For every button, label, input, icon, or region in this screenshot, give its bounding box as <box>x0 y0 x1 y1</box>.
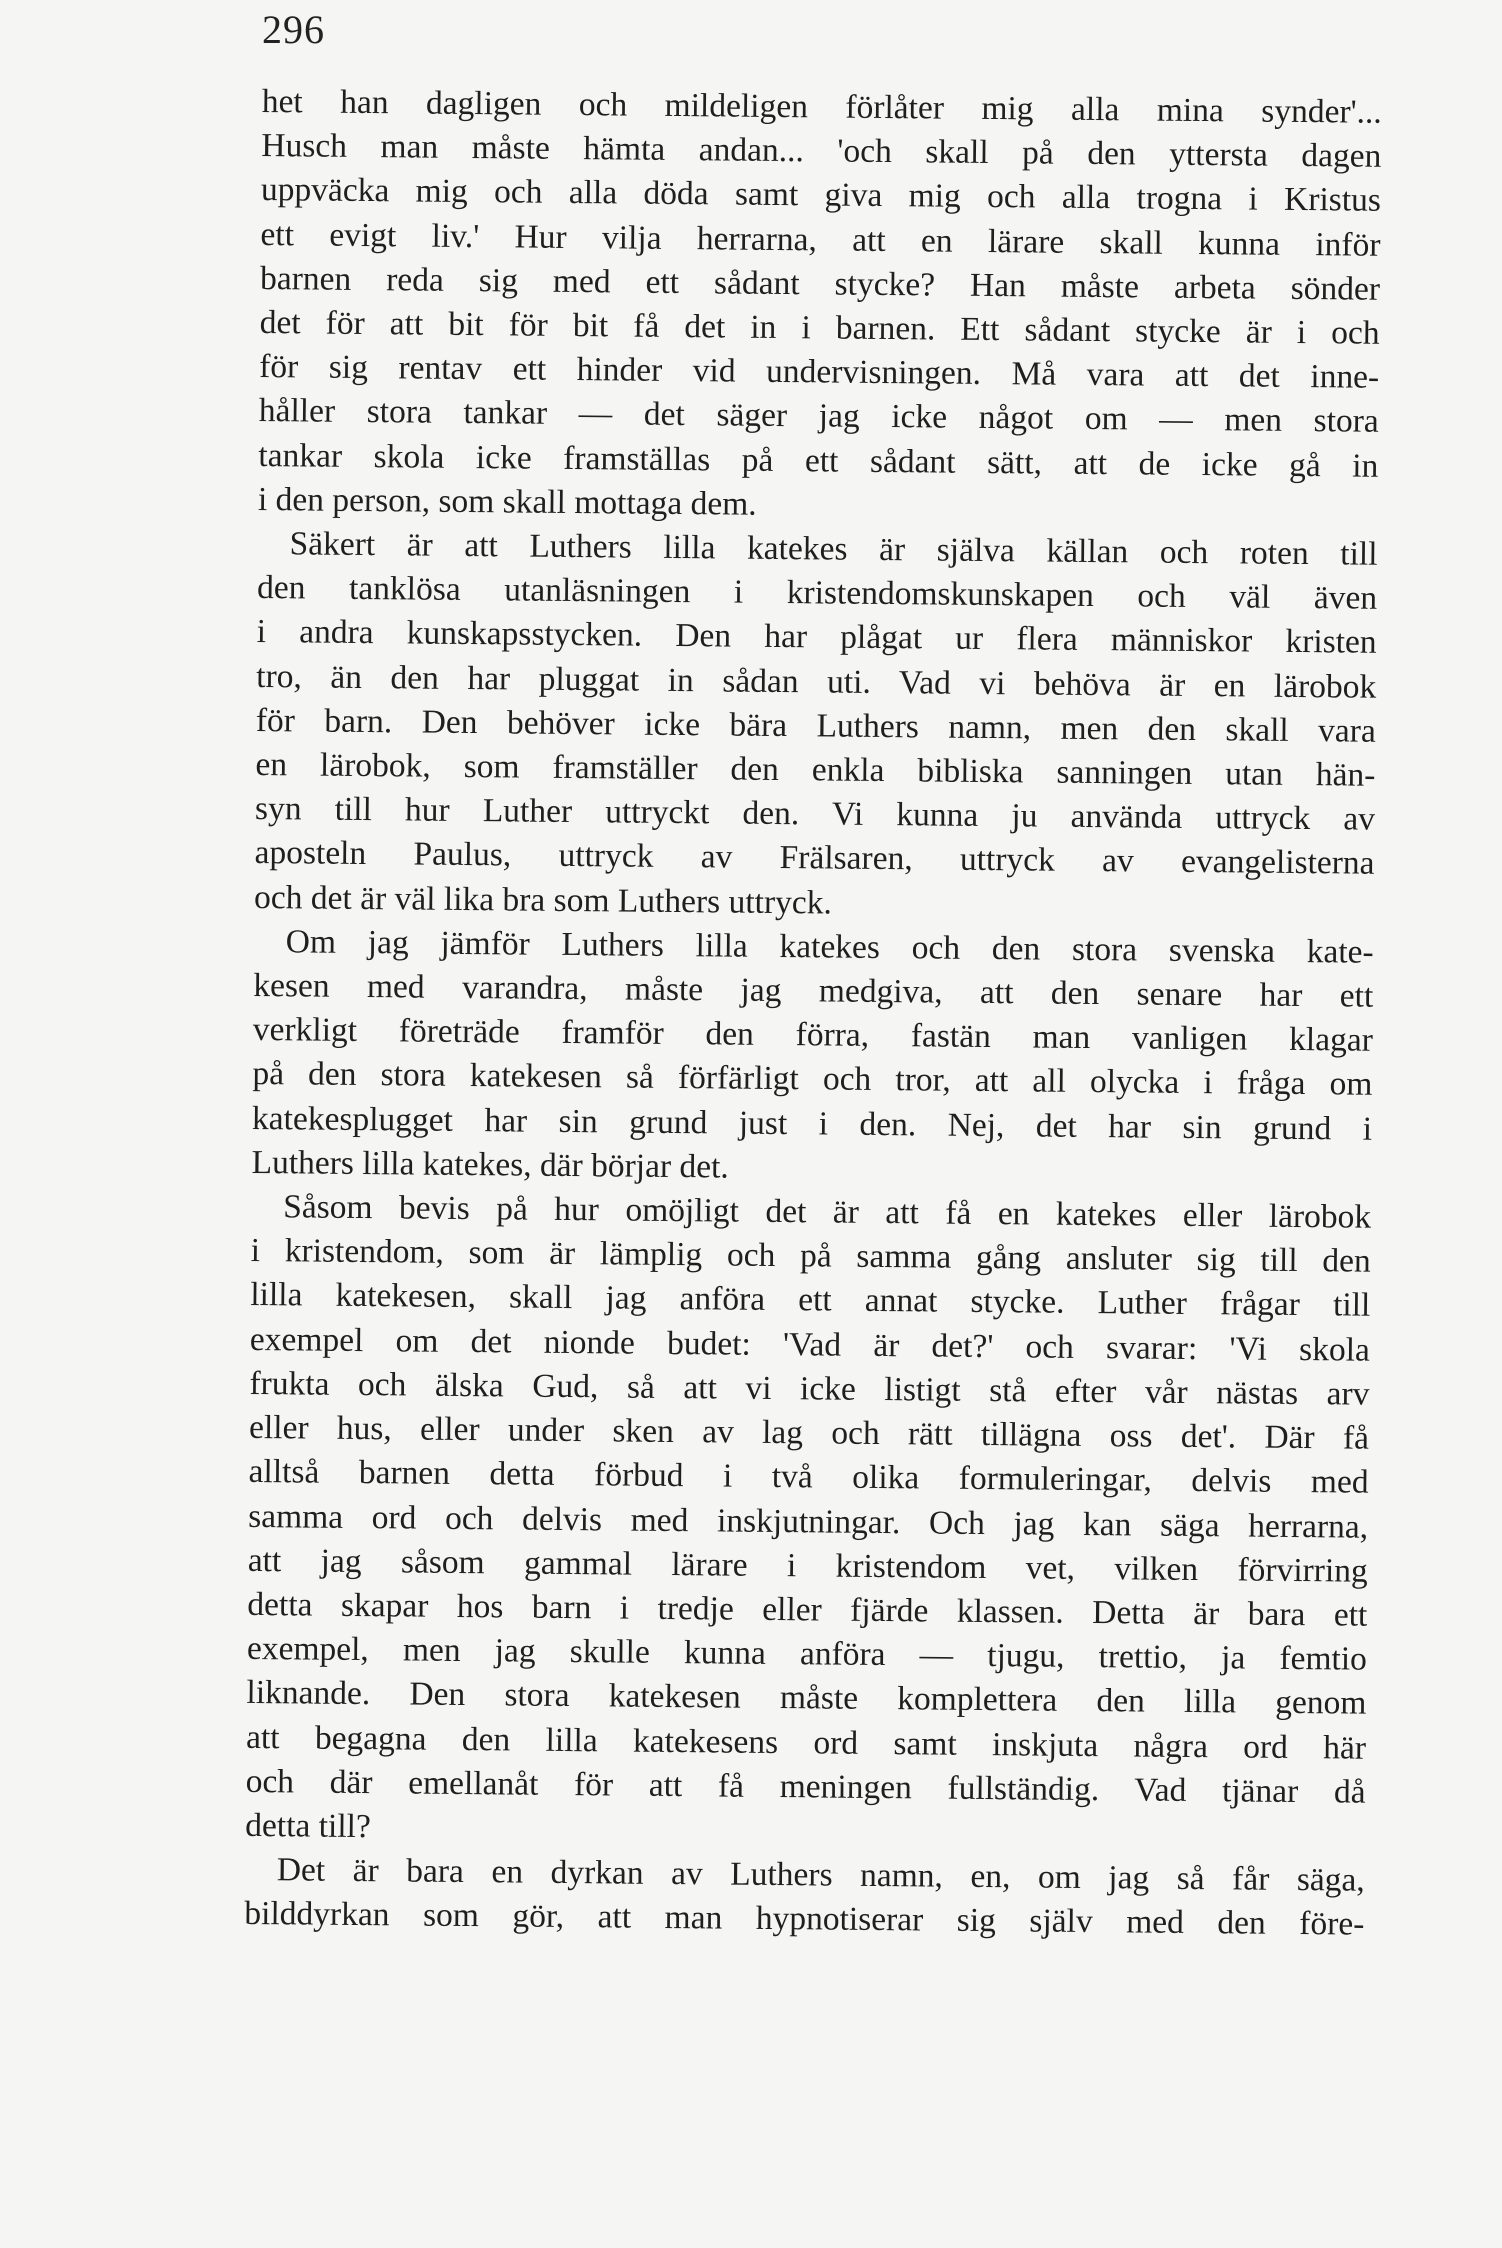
text-line: samma ord och delvis med inskjutningar. Och jag kan säga herrarna, <box>248 1497 1369 1546</box>
text-line: Säkert är att Luthers lilla katekes är själva källan och roten till <box>289 525 1378 573</box>
text-line: aposteln Paulus, uttryck av Frälsaren, uttryck av evangelisterna <box>254 834 1375 883</box>
text-line: att begagna den lilla katekesens ord samt inskjuta några ord här <box>245 1718 1367 1767</box>
paragraph-1 <box>258 80 1382 533</box>
text-line: kesen med varandra, måste jag medgiva, att den senare har ett <box>253 967 1374 1015</box>
paragraph-4 <box>245 1185 1371 1859</box>
text-line: detta skapar hos barn i tredje eller fjärde klassen. Detta är bara ett <box>247 1585 1368 1634</box>
text-line: Om jag jämför Luthers lilla katekes och den stora svenska kate- <box>285 923 1374 971</box>
text-line: syn till hur Luther uttryckt den. Vi kunna ju använda uttryck av <box>254 790 1376 838</box>
text-line: och det är väl lika bra som Luthers uttryck. <box>253 878 833 922</box>
text-line: tro, än den har pluggat in sådan uti. Vad vi behöva är en lärobok <box>256 657 1377 706</box>
text-line: exempel om det nionde budet: 'Vad är det?' och svarar: 'Vi skola <box>249 1320 1371 1369</box>
text-line: katekesplugget har sin grund just i den. Nej, det har sin grund i <box>251 1099 1373 1148</box>
text-line: i andra kunskapsstycken. Den har plågat ur flera människor kristen <box>256 613 1377 662</box>
body-text <box>244 80 1382 1947</box>
text-line: alltså barnen detta förbud i två olika formuleringar, delvis med <box>248 1453 1369 1501</box>
text-line: det för att bit för bit få det in i barnen. Ett sådant stycke är i och <box>259 304 1380 352</box>
text-line: verkligt företräde framför den förra, fastän man vanligen klagar <box>252 1011 1374 1059</box>
text-line: Luthers lilla katekes, där börjar det. <box>251 1143 729 1186</box>
paragraph-5 <box>244 1848 1365 1947</box>
text-line: liknande. Den stora katekesen måste komplettera den lilla genom <box>246 1674 1367 1722</box>
text-line: och där emellanåt för att få meningen fullständig. Vad tjänar då <box>245 1762 1366 1811</box>
text-line: i kristendom, som är lämplig och på samma gång ansluter sig till den <box>250 1232 1371 1280</box>
text-line: håller stora tankar — det säger jag icke något om — men stora <box>258 392 1379 441</box>
text-line: detta till? <box>245 1806 371 1846</box>
text-line: den tanklösa utanläsningen i kristendomskunskapen och väl även <box>256 569 1378 617</box>
paragraph-3 <box>251 920 1373 1196</box>
text-line: het han dagligen och mildeligen förlåter mig alla mina synder'... <box>261 82 1382 131</box>
text-line: Husch man måste hämta andan... 'och skall på den yttersta dagen <box>261 127 1382 175</box>
text-line: Såsom bevis på hur omöjligt det är att få en katekes eller lärobok <box>283 1188 1372 1236</box>
text-line: för barn. Den behöver icke bära Luthers namn, men den skall vara <box>255 701 1376 750</box>
text-line: för sig rentav ett hinder vid undervisningen. Må vara att det inne- <box>259 348 1380 396</box>
text-line: Det är bara en dyrkan av Luthers namn, en, om jag så får säga, <box>276 1851 1365 1899</box>
text-line: att jag såsom gammal lärare i kristendom vet, vilken förvirring <box>247 1541 1368 1590</box>
text-line: exempel, men jag skulle kunna anföra — tjugu, trettio, ja femtio <box>246 1630 1368 1678</box>
text-line: ett evigt liv.' Hur vilja herrarna, att en lärare skall kunna inför <box>260 215 1381 264</box>
text-line: en lärobok, som framställer den enkla bibliska sanningen utan hän- <box>255 746 1376 794</box>
text-line: bilddyrkan som gör, att man hypnotiserar sig själv med den före- <box>244 1895 1365 1943</box>
text-line: uppväcka mig och alla döda samt giva mig och alla trogna i Kristus <box>260 171 1382 220</box>
text-line: tankar skola icke framställas på ett sådant sätt, att de icke gå in <box>258 436 1379 485</box>
text-line: i den person, som skall mottaga dem. <box>257 480 757 523</box>
text-line: barnen reda sig med ett sådant stycke? Han måste arbeta sönder <box>259 259 1381 308</box>
paragraph-2 <box>254 522 1378 931</box>
text-line: eller hus, eller under sken av lag och rätt tillägna oss det'. Där få <box>248 1409 1370 1457</box>
text-line: frukta och älska Gud, så att vi icke listigt stå efter vår nästas arv <box>249 1364 1370 1413</box>
text-line: på den stora katekesen så förfärligt och tror, att all olycka i fråga om <box>252 1055 1373 1104</box>
text-line: lilla katekesen, skall jag anföra ett annat stycke. Luther frågar till <box>250 1276 1371 1325</box>
page-number: 296 <box>262 7 325 52</box>
